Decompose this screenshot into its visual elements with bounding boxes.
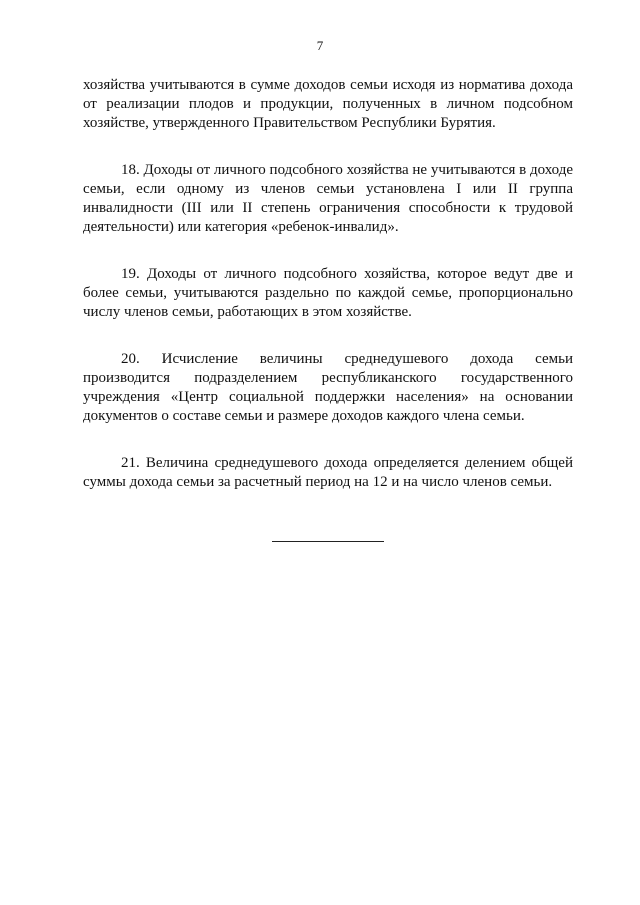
paragraph-21: 21. Величина среднедушевого дохода определяется делением общей суммы дохода семьи за расчетный период на 12 и на число членов семьи. xyxy=(83,455,573,490)
paragraph-18: 18. Доходы от личного подсобного хозяйства не учитываются в доходе семьи, если одному из членов семьи установлена I или II группа инвалидности (III или II степень ограничения способности к трудовой деятельности) или категория «ребенок-инвалид». xyxy=(83,162,574,235)
document-body xyxy=(83,76,573,492)
end-divider-line xyxy=(272,541,384,542)
page-number: 7 xyxy=(316,38,324,53)
paragraph-continuation: хозяйства учитываются в сумме доходов семьи исходя из норматива дохода от реализации плодов и продукции, полученных в личном подсобном хозяйстве, утвержденного Правительством Республики Бурятия. xyxy=(83,77,573,131)
paragraph-19: 19. Доходы от личного подсобного хозяйства, которое ведут две и более семьи, учитываются раздельно по каждой семье, пропорционально числу членов семьи, работающих в этом хозяйстве. xyxy=(83,266,573,320)
paragraph-20: 20. Исчисление величины среднедушевого дохода семьи производится подразделением республиканского государственного учреждения «Центр социальной поддержки населения» на основании документов о составе семьи и размере доходов каждого члена семьи. xyxy=(83,351,573,424)
